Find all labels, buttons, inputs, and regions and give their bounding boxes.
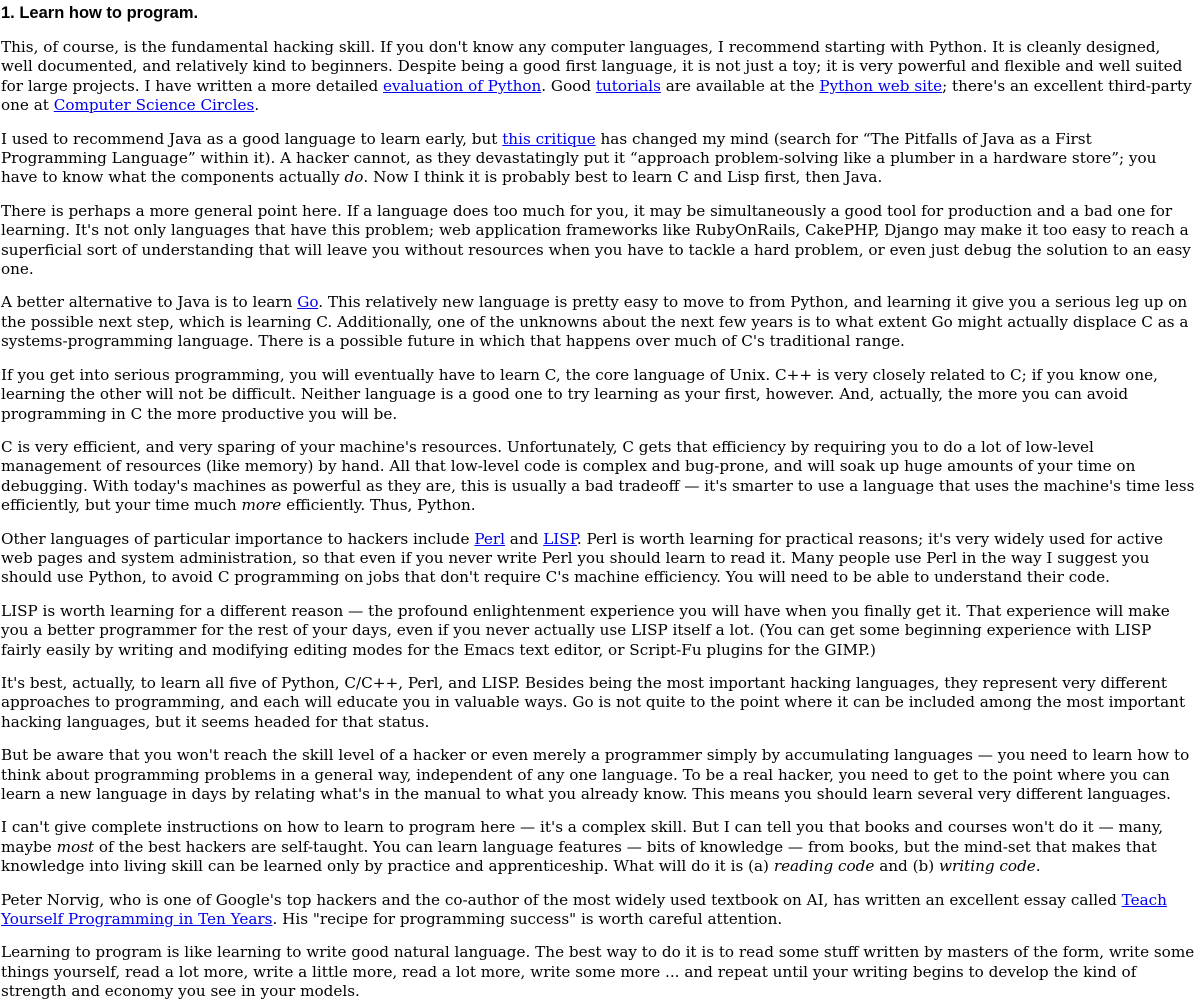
- paragraph-4: [1, 293, 1196, 351]
- paragraph-text: are available at the: [660, 76, 820, 95]
- paragraph-text: of the best hackers are self-taught. You can learn language features — bits of knowledge — from books, but the mind-set that makes that knowledge into living skill can be learned only by practice and apprenticeship. What will do it is (a): [1, 837, 1157, 876]
- link-tutorials[interactable]: tutorials: [595, 76, 661, 95]
- paragraph-9: [1, 674, 1196, 732]
- paragraph-12: [1, 891, 1196, 930]
- paragraph-text: has changed my mind (search for “The Pitfalls of Java as a First Programming Language” within it). A hacker cannot, as they devastatingly put it “approach problem-solving like a plumber in a hardware store”; you have to know what the components actually: [1, 129, 1157, 187]
- paragraph-text: . Now I think it is probably best to learn C and Lisp first, then Java.: [363, 168, 883, 187]
- link-computer-science-circles[interactable]: Computer Science Circles: [53, 96, 255, 115]
- paragraph-text: A better alternative to Java is to learn: [1, 293, 298, 312]
- paragraph-text: Other languages of particular importance to hackers include: [1, 529, 475, 548]
- paragraph-text: I can't give complete instructions on how to learn to program here — it's a complex skill. But I can tell you that books and courses won't do it — many, maybe: [1, 818, 1164, 856]
- paragraph-text: . This relatively new language is pretty easy to move to from Python, and learning it give you a serious leg up on the possible next step, which is learning C. Additionally, one of the unknowns about the next few years is to what extent Go might actually displace C as a systems-programming language. There is a possible future in which that happens over much of C's traditional range.: [1, 293, 1189, 351]
- paragraph-text: It's best, actually, to learn all five of Python, C/C++, Perl, and LISP. Besides being the most important hacking languages, they represent very different approaches to programming, and each will educate you in valuable ways. Go is not quite to the point where it can be included among the most important hacking languages, but it seems headed for that status.: [1, 673, 1186, 731]
- link-perl[interactable]: Perl: [474, 529, 505, 548]
- emphasis-text: reading code: [773, 857, 875, 876]
- link-teach-yourself-programming-in-ten-years[interactable]: Teach Yourself Programming in Ten Years: [1, 890, 1167, 929]
- paragraph-text: .: [254, 96, 260, 115]
- paragraph-text: C is very efficient, and very sparing of your machine's resources. Unfortunately, C gets that efficiency by requiring you to do a lot of low-level management of resources (like memory) by hand. All that low-level code is complex and bug-prone, and will soak up huge amounts of your time on debugging. With today's machines as powerful as they are, this is usually a bad tradeoff — it's smarter to use a language that uses the machine's time less efficiently, but your time much: [1, 437, 1195, 515]
- paragraph-2: [1, 130, 1196, 188]
- paragraph-text: This, of course, is the fundamental hacking skill. If you don't know any computer languages, I recommend starting with Python. It is cleanly designed, well documented, and relatively kind to beginners. Despite being a good first language, it is not just a toy; it is very powerful and flexible and well suited for large projects. I have written a more detailed: [1, 38, 1183, 95]
- paragraph-text: There is perhaps a more general point here. If a language does too much for you, it may be simultaneously a good tool for production and a bad one for learning. It's not only languages that have this problem; web application frameworks like RubyOnRails, CakePHP, Django may make it too easy to reach a superficial sort of understanding that will leave you without resources when you have to tackle a hard problem, or even just debug the solution to an easy one.: [1, 201, 1191, 279]
- paragraph-text: ; there's an excellent third-party one at: [1, 76, 1192, 115]
- paragraph-text: and: [504, 529, 544, 548]
- paragraph-7: [1, 530, 1196, 588]
- paragraph-text: efficiently. Thus, Python.: [281, 496, 476, 515]
- paragraph-text: . His "recipe for programming success" is worth careful attention.: [272, 910, 783, 929]
- paragraph-1: [1, 38, 1196, 116]
- paragraph-5: [1, 366, 1196, 424]
- emphasis-text: writing code: [939, 857, 1036, 876]
- paragraph-text: If you get into serious programming, you will eventually have to learn C, the core language of Unix. C++ is very closely related to C; if you know one, learning the other will not be difficult. Neither language is a good one to try learning as your first, however. And, actually, the more you can avoid programming in C the more productive you will be.: [1, 365, 1158, 423]
- section-heading: 1. Learn how to program.: [1, 4, 199, 22]
- emphasis-text: do: [344, 168, 364, 187]
- paragraph-text: LISP is worth learning for a different reason — the profound enlightenment experience you will have when you finally get it. That experience will make you a better programmer for the rest of your days, even if you never actually use LISP itself a lot. (You can get some beginning experience with LISP fairly easily by writing and modifying editing modes for the Emacs text editor, or Script-Fu plugins for the GIMP.): [1, 601, 1170, 659]
- paragraph-11: [1, 818, 1196, 876]
- emphasis-text: most: [56, 837, 95, 856]
- paragraph-6: [1, 438, 1196, 516]
- paragraph-8: [1, 602, 1196, 660]
- emphasis-text: more: [241, 496, 282, 515]
- paragraph-10: [1, 746, 1196, 804]
- link-this-critique[interactable]: this critique: [502, 129, 596, 148]
- paragraph-text: .: [1035, 857, 1041, 876]
- link-evaluation-of-python[interactable]: evaluation of Python: [383, 76, 542, 95]
- paragraph-3: [1, 202, 1196, 280]
- paragraph-text: . Good: [541, 76, 596, 95]
- paragraph-text: But be aware that you won't reach the skill level of a hacker or even merely a programmer simply by accumulating languages — you need to learn how to think about programming problems in a general way, independent of any one language. To be a real hacker, you need to get to the point where you can learn a new language in days by relating what's in the manual to what you already know. This means you should learn several very different languages.: [1, 746, 1190, 803]
- article-body: [1, 38, 1196, 1002]
- link-go[interactable]: Go: [297, 293, 319, 312]
- link-lisp[interactable]: LISP: [543, 529, 577, 548]
- paragraph-13: [1, 943, 1196, 1001]
- link-python-web-site[interactable]: Python web site: [819, 76, 943, 95]
- paragraph-text: Learning to program is like learning to write good natural language. The best way to do it is to read some stuff written by masters of the form, write some things yourself, read a lot more, write a little more, read a lot more, write some more ... and repeat until your writing begins to develop the kind of strength and economy you see in your models.: [1, 943, 1195, 1001]
- paragraph-text: I used to recommend Java as a good language to learn early, but: [1, 129, 503, 148]
- paragraph-text: . Perl is worth learning for practical reasons; it's very widely used for active web pages and system administration, so that even if you never write Perl you should learn to read it. Many people use Perl in the way I suggest you should use Python, to avoid C programming on jobs that don't require C's machine efficiency. You will need to be able to understand their code.: [1, 529, 1163, 587]
- paragraph-text: Peter Norvig, who is one of Google's top hackers and the co-author of the most widely used textbook on AI, has written an excellent essay called: [1, 890, 1122, 909]
- paragraph-text: and (b): [874, 857, 940, 876]
